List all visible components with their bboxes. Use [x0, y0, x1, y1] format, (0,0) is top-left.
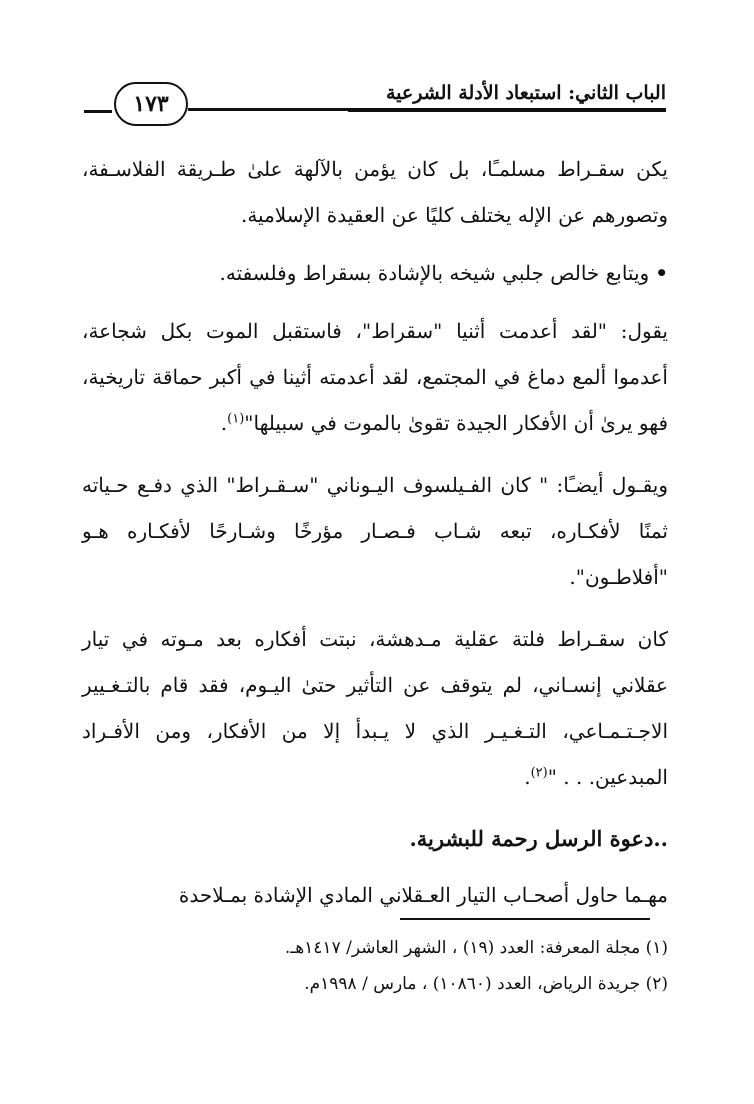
- paragraph-5: [82, 616, 668, 800]
- paragraph-4: ويقـول أيضـًا: " كان الفـيلسوف اليـوناني "سـقـراط" الذي دفـع حـياته ثمنًا لأفكـاره، تبعه شـاب فـصـار مؤرخًا وشـارحًا لأفكـاره هـو "أفلاطـون".: [82, 473, 668, 589]
- paragraph-2-text: ويتابع خالص جلبي شيخه بالإشادة بسقراط وفلسفته.: [219, 261, 650, 285]
- section-heading: [82, 816, 668, 862]
- page-header: [84, 74, 666, 130]
- header-rule-right: [348, 108, 666, 112]
- footnote-separator: [400, 918, 650, 920]
- paragraph-5-text: كان سقـراط فلتة عقلية مـدهشة، نبتت أفكاره بعد مـوته في تيار عقلاني إنسـاني، لم يتوقف عن التأثير حتىٰ اليـوم، فقد قام بالتـغـيير الاجـتـمـاعي، التـغـيـر الذي لا يـبدأ إلا من الأفكار، ومن الأفـراد المبدعين. . . ": [82, 627, 668, 789]
- paragraph-2: [82, 250, 668, 296]
- header-rule-middle: [188, 108, 348, 111]
- paragraph-3: [82, 308, 668, 446]
- heading-marker: ..: [653, 826, 668, 851]
- footnotes: [82, 930, 668, 1002]
- chapter-title: الباب الثاني: استبعاد الأدلة الشرعية: [385, 82, 666, 104]
- paragraph-6: مهـما حاول أصحـاب التيار العـقلاني المادي الإشادة بمـلاحدة: [178, 883, 668, 907]
- paragraph-3-text: يقول: "لقد أعدمت أثنيا "سقراط"، فاستقبل الموت بكل شجاعة، أعدموا ألمع دماغ في المجتمع، لقد أعدمته أثينا في أكبر حماقة تاريخية، فهو يرىٰ أن الأفكار الجيدة تقوىٰ بالموت في سبيلها": [82, 319, 668, 435]
- footnote-ref-1[interactable]: (١): [227, 411, 245, 427]
- footnote-2: (٢) جريدة الرياض، العدد (١٠٨٦٠) ، مارس / ١٩٩٨م.: [304, 974, 668, 994]
- page-number: ١٧٣: [114, 82, 188, 126]
- footnote-1: (١) مجلة المعرفة: العدد (١٩) ، الشهر العاشر/ ١٤١٧هـ.: [284, 938, 668, 958]
- header-rule-left: [84, 110, 112, 113]
- heading-text: دعوة الرسل رحمة للبشرية.: [409, 826, 654, 851]
- bullet-icon: •: [655, 261, 668, 285]
- paragraph-3-end: .: [220, 411, 228, 435]
- body-text: [82, 146, 668, 934]
- footnote-ref-2[interactable]: (٢): [530, 765, 548, 781]
- paragraph-1: يكن سقـراط مسلمـًا، بل كان يؤمن بالآلهة علىٰ طـريقة الفلاسـفة، وتصورهم عن الإله يختلف كليًا عن العقيدة الإسلامية.: [82, 157, 668, 227]
- paragraph-5-end: .: [524, 765, 531, 789]
